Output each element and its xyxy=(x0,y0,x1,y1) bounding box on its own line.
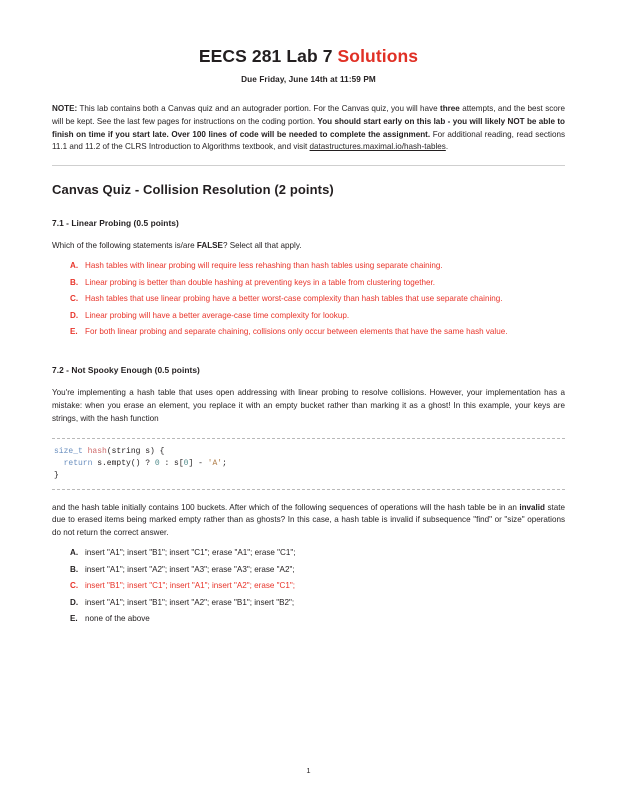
q71-prompt-post: ? Select all that apply. xyxy=(222,241,302,251)
code-line1-rest: (string s) { xyxy=(106,446,165,456)
question-72-prompt2 xyxy=(52,502,565,541)
note-part4: . xyxy=(445,142,449,152)
list-item[interactable] xyxy=(70,277,565,290)
note-label: NOTE: xyxy=(52,104,78,113)
divider xyxy=(52,165,565,166)
code-keyword-return: return xyxy=(54,458,93,468)
code-index-zero: 0 xyxy=(183,458,189,468)
choice-text: insert "A1"; insert "A2"; insert "A3"; erase "A3"; erase "A2"; xyxy=(85,564,295,574)
question-72-choices xyxy=(52,547,565,626)
q72-prompt2-bold: invalid xyxy=(519,502,545,512)
hash-tables-link[interactable]: datastructures.maximal.io/hash-tables xyxy=(309,142,446,152)
question-71-prompt xyxy=(52,240,565,253)
page-title-accent: Solutions xyxy=(337,46,419,66)
list-item[interactable] xyxy=(70,326,565,339)
question-71-heading: 7.1 - Linear Probing (0.5 points) xyxy=(52,218,179,229)
code-line2-a: s.empty() ? xyxy=(92,458,155,468)
choice-label: D. xyxy=(70,597,79,607)
list-item[interactable] xyxy=(70,547,565,560)
list-item[interactable] xyxy=(70,613,565,626)
note-paragraph xyxy=(52,103,565,154)
choice-label: E. xyxy=(70,327,78,337)
q71-prompt-pre: Which of the following statements is/are xyxy=(52,241,197,251)
list-item[interactable] xyxy=(70,597,565,610)
choice-label: D. xyxy=(70,310,79,320)
code-line3: } xyxy=(54,470,59,480)
code-fn-name: hash xyxy=(82,446,107,456)
list-item[interactable] xyxy=(70,293,565,306)
question-71-choices xyxy=(52,260,565,339)
list-item[interactable] xyxy=(70,580,565,593)
choice-text: For both linear probing and separate chaining, collisions only occur between elements that have the same hash value. xyxy=(85,327,508,337)
question-72-prompt: You're implementing a hash table that uses open addressing with linear probing to resolve collisions. However, your implementation has a mistake: when you erase an element, you replace it with an empty bucket rather than marking it as a ghost! In this example, your keys are strings, with the hash function xyxy=(52,387,565,423)
choice-text: Linear probing will have a better average-case time complexity for lookup. xyxy=(85,310,350,320)
choice-label: E. xyxy=(70,614,78,624)
choice-label: B. xyxy=(70,564,79,574)
question-72-heading: 7.2 - Not Spooky Enough (0.5 points) xyxy=(52,364,200,375)
hash-function-code xyxy=(52,438,565,490)
due-date: Due Friday, June 14th at 11:59 PM xyxy=(241,75,376,84)
choice-text: Hash tables that use linear probing have a better worst-case complexity than hash tables that use separate chaining. xyxy=(85,294,503,304)
code-line2-b: : s[ xyxy=(159,458,184,468)
choice-text: Hash tables with linear probing will require less rehashing than hash tables using separate chaining. xyxy=(85,261,443,271)
choice-text: none of the above xyxy=(85,614,150,624)
choice-text: insert "A1"; insert "B1"; insert "C1"; erase "A1"; erase "C1"; xyxy=(85,548,296,558)
code-num-zero: 0 xyxy=(154,458,160,468)
page-title xyxy=(52,46,565,67)
choice-text: Linear probing is better than double hashing at preventing keys in a table from clustering together. xyxy=(85,277,436,287)
list-item[interactable] xyxy=(70,310,565,323)
list-item[interactable] xyxy=(70,564,565,577)
q72-prompt2-pre: and the hash table initially contains 100 buckets. After which of the following sequences of operations will the hash table be in an xyxy=(52,502,520,512)
q72-prompt2-post: state due to erased items being marked empty rather than as ghosts? In this case, a hash table is invalid if subsequence "find" or "size" operations do not return the correct answer. xyxy=(52,502,565,538)
section-heading: Canvas Quiz - Collision Resolution (2 points) xyxy=(52,182,334,198)
note-bold-attempts: three xyxy=(440,104,460,113)
choice-label: A. xyxy=(70,548,79,558)
choice-label: B. xyxy=(70,277,79,287)
code-char-literal: 'A' xyxy=(207,458,223,468)
list-item[interactable] xyxy=(70,260,565,273)
note-part1: This lab contains both a Canvas quiz and an autograder portion. For the Canvas quiz, you will have xyxy=(77,104,441,113)
choice-label: C. xyxy=(70,294,79,304)
code-line2-d: ; xyxy=(222,458,227,468)
note-part3: For additional reading, read sections 11.1 and 11.2 of the CLRS Introduction to Algorithms textbook, and visit xyxy=(52,129,565,152)
note-part2: attempts, and the best score will be kept. See the last few pages for instructions on the coding portion. xyxy=(52,104,565,126)
code-type: size_t xyxy=(54,446,83,456)
code-line2-c: ] - xyxy=(188,458,208,468)
choice-text: insert "A1"; insert "B1"; insert "A2"; erase "B1"; insert "B2"; xyxy=(85,597,295,607)
q71-prompt-bold: FALSE xyxy=(196,241,223,251)
choice-text: insert "B1"; insert "C1"; insert "A1"; insert "A2"; erase "C1"; xyxy=(85,581,296,591)
note-bold-warning: You should start early on this lab - you will likely NOT be able to finish on time if you start late. Over 100 lines of code will be needed to complete the assignment. xyxy=(52,116,565,139)
page-title-main: EECS 281 Lab 7 xyxy=(198,46,338,66)
choice-label: A. xyxy=(70,261,79,271)
page-number: 1 xyxy=(306,766,311,775)
choice-label: C. xyxy=(70,581,79,591)
